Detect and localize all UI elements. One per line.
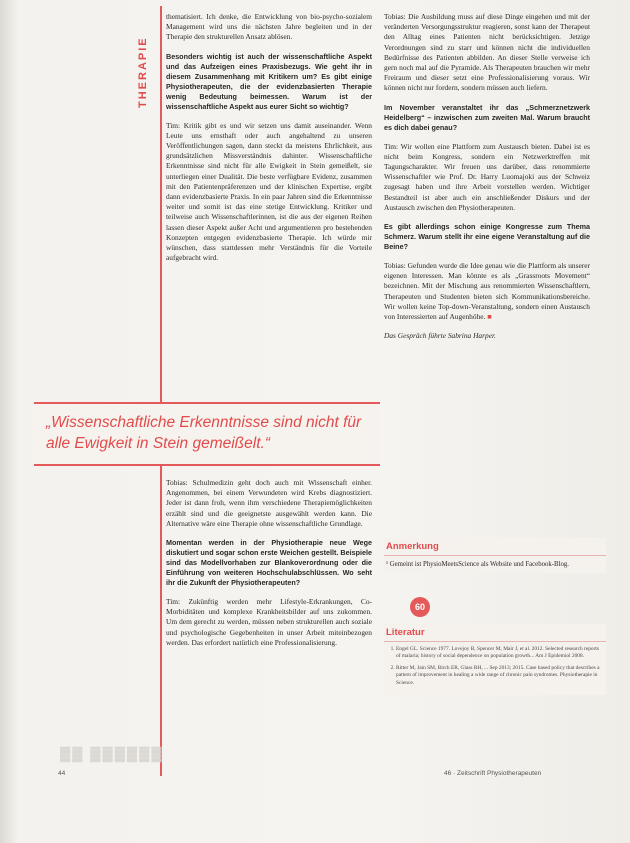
page-footer-right: 46 · Zeitschrift Physiotherapeuten xyxy=(444,770,542,777)
answer-paragraph: Tim: Wir wollen eine Plattform zum Austausch bieten. Dabei ist es nicht beim Kongress, sondern ein Netzwerktreffen mit Tagungscharakter. Wir freuen uns darüber, dass renommierte Wissenschaftler wie Prof. Dr. Harry Luomajoki aus der Schweiz zugesagt haben und ihre Arbeit vorstellen werden. Wichtiger Bestandteil ist aber auch ein anschließender Diskurs und der Austausch zwischen den Physiotherapeuten. xyxy=(384,141,590,212)
question-paragraph: Besonders wichtig ist auch der wissenschaftliche Aspekt und das Aufzeigen eines Praxisbezugs. Wie geht ihr in diesem Zusammenhang mit Kritikern um? Es gibt einige Physiotherapeuten, die der evidenzbasierten Therapie wenig Bedeutung beimessen. Warum ist der wissenschaftliche Aspekt aus eurer Sicht so wichtig? xyxy=(166,51,372,111)
page-badge: 60 xyxy=(410,597,430,617)
section-rule xyxy=(160,6,162,776)
annotation-box xyxy=(384,538,606,573)
answer-paragraph: thematisiert. Ich denke, die Entwicklung von bio-psycho-sozialem Management wird uns die nächsten Jahre begleiten und in der Therapie den strukturellen Ansatz ablösen. xyxy=(166,12,372,42)
column-left-bottom xyxy=(166,478,372,657)
answer-paragraph: Tim: Kritik gibt es und wir setzen uns damit auseinander. Wenn Leute uns ernsthaft oder auch angehaltend zu unseren Veröffentlichungen sagen, dann steckt da meistens Ehrlichkeit, aus grundsätzlichen Missverständnis dahinter. Wissenschaftliche Erkenntnisse sind nicht für alle Ewigkeit in Stein gemeißelt, sie unterliegen einer Dualität. Die beste verfügbare Evidenz, zusammen mit den Patientenpräferenzen und der klinischen Expertise, ergibt dann evidenzbasierte Praxis. In ein paar Jahren sind die Erkenntnisse weiter und somit ist das eine stetige Entwicklung. Kritiker und teilweise auch Wissenschaftlerinnen, ist die aus der eigenen Reihen lassen dieser Aspekt außer Acht und argumentieren pro bestehenden Konzepten entgegen evidenzbasierte Therapie. Ich würde mir wünschen, dass stattdessen mehr Verständnis für die Vorteile aufgebracht wird. xyxy=(166,120,372,263)
answer-paragraph xyxy=(384,261,590,322)
page-number-left: 44 xyxy=(58,770,66,777)
literature-box xyxy=(384,624,606,695)
end-mark: ■ xyxy=(487,312,492,322)
answer-paragraph: Tobias: Schulmedizin geht doch auch mit Wissenschaft einher. Angenommen, bei einem Verwundeten wird Krebs diagnostiziert. Jeder ist dann froh, wenn ihm verschiedene Therapiemöglichkeiten erzählt sind und die geeignetste ausgewählt werden kann. Die Alternative wäre eine Therapie ohne wissenschaftliche Grundlage. xyxy=(166,478,372,528)
pull-quote: „Wissenschaftliche Erkenntnisse sind nicht für alle Ewigkeit in Stein gemeißelt.“ xyxy=(34,402,380,466)
question-paragraph: Es gibt allerdings schon einige Kongresse zum Thema Schmerz. Warum stellt ihr eine eigene Veranstaltung auf die Beine? xyxy=(384,222,590,252)
answer-paragraph: Tobias: Die Ausbildung muss auf diese Dinge eingehen und mit der veränderten Versorgungsstruktur reagieren, sonst kann der Therapeut den Alltag eines Patienten nicht berücksichtigen. Jetzige Verordnungen sind zu starr und können nicht die individuellen Bedürfnisse des Patienten abbilden. An dieser Stelle verweise ich gern noch mal auf die Pyramide. Als Therapeuten brauchen wir mehr Freiraum und dieser setzt eine Professionalisierung voraus. Wir können nicht nur fordern, sondern müssen auch liefern. xyxy=(384,12,590,93)
section-rubric: THERAPIE xyxy=(137,36,149,108)
answer-text: Tobias: Gefunden wurde die Idee genau wie die Plattform als unserer eigenen Interessen. Man könnte es als „Grassroots Movement“ bezeichnen. Mit der Mischung aus renommierten Wissenschaftlern, Therapeuten und Studenten bieten sich Kommunikationsbereiche. Wir wollen keine Top-down-Veranstaltung, sondern einen Austausch von Interessierten auf Augenhöhe. xyxy=(384,261,590,322)
answer-paragraph: Tim: Zukünftig werden mehr Lifestyle-Erkrankungen, Co-Morbiditäten und komplexe Krankheitsbilder auf uns zukommen. Um dem gerecht zu werden, müssen neben strukturellen auch soziale und psychologische Gegebenheiten in unser Arbeit miteinbezogen werden. Das erfordert natürlich eine Professionalisierung. xyxy=(166,597,372,647)
literature-item: 1. Engel GL. Science 1977. Lovejoy B, Spencer M, Mair J, et al. 2012. Selected research reports of malaria; history of social dependence on population growth... Am J Epidemiol 2008. xyxy=(396,646,604,661)
column-left-top xyxy=(166,12,372,272)
watermark: ▓▓ ▓▓▓▓▓▓ xyxy=(60,745,164,761)
author-credit: Das Gespräch führte Sabrina Harper. xyxy=(384,331,496,341)
annotation-title: Anmerkung xyxy=(384,538,606,556)
question-paragraph: Momentan werden in der Physiotherapie neue Wege diskutiert und sogar schon erste Weichen gestellt. Beispiele sind das Modellvorhaben zur Blankoverordnung oder die Einführung von weiteren Hochschulabschlüssen. Wo seht ihr die Zukunft der Physiotherapeuten? xyxy=(166,538,372,588)
literature-title: Literatur xyxy=(384,624,606,642)
column-right xyxy=(384,12,590,350)
literature-item: 2. Ritter M, Jain SM, Birch ER, Glass RH, ... Sep 2013; 2015. Case based policy that describes a pattern of improvement in healing a wide range of chronic pain syndromes. Physiotherapie in Science. xyxy=(396,665,604,687)
annotation-text: ¹ Gemeint ist PhysioMeetsScience als Website und Facebook-Blog. xyxy=(386,561,569,568)
literature-list xyxy=(386,646,604,687)
question-paragraph: Im November veranstaltet ihr das „Schmerznetzwerk Heidelberg“ – inzwischen zum zweiten Mal. Warum braucht es dich dabei genau? xyxy=(384,102,590,132)
